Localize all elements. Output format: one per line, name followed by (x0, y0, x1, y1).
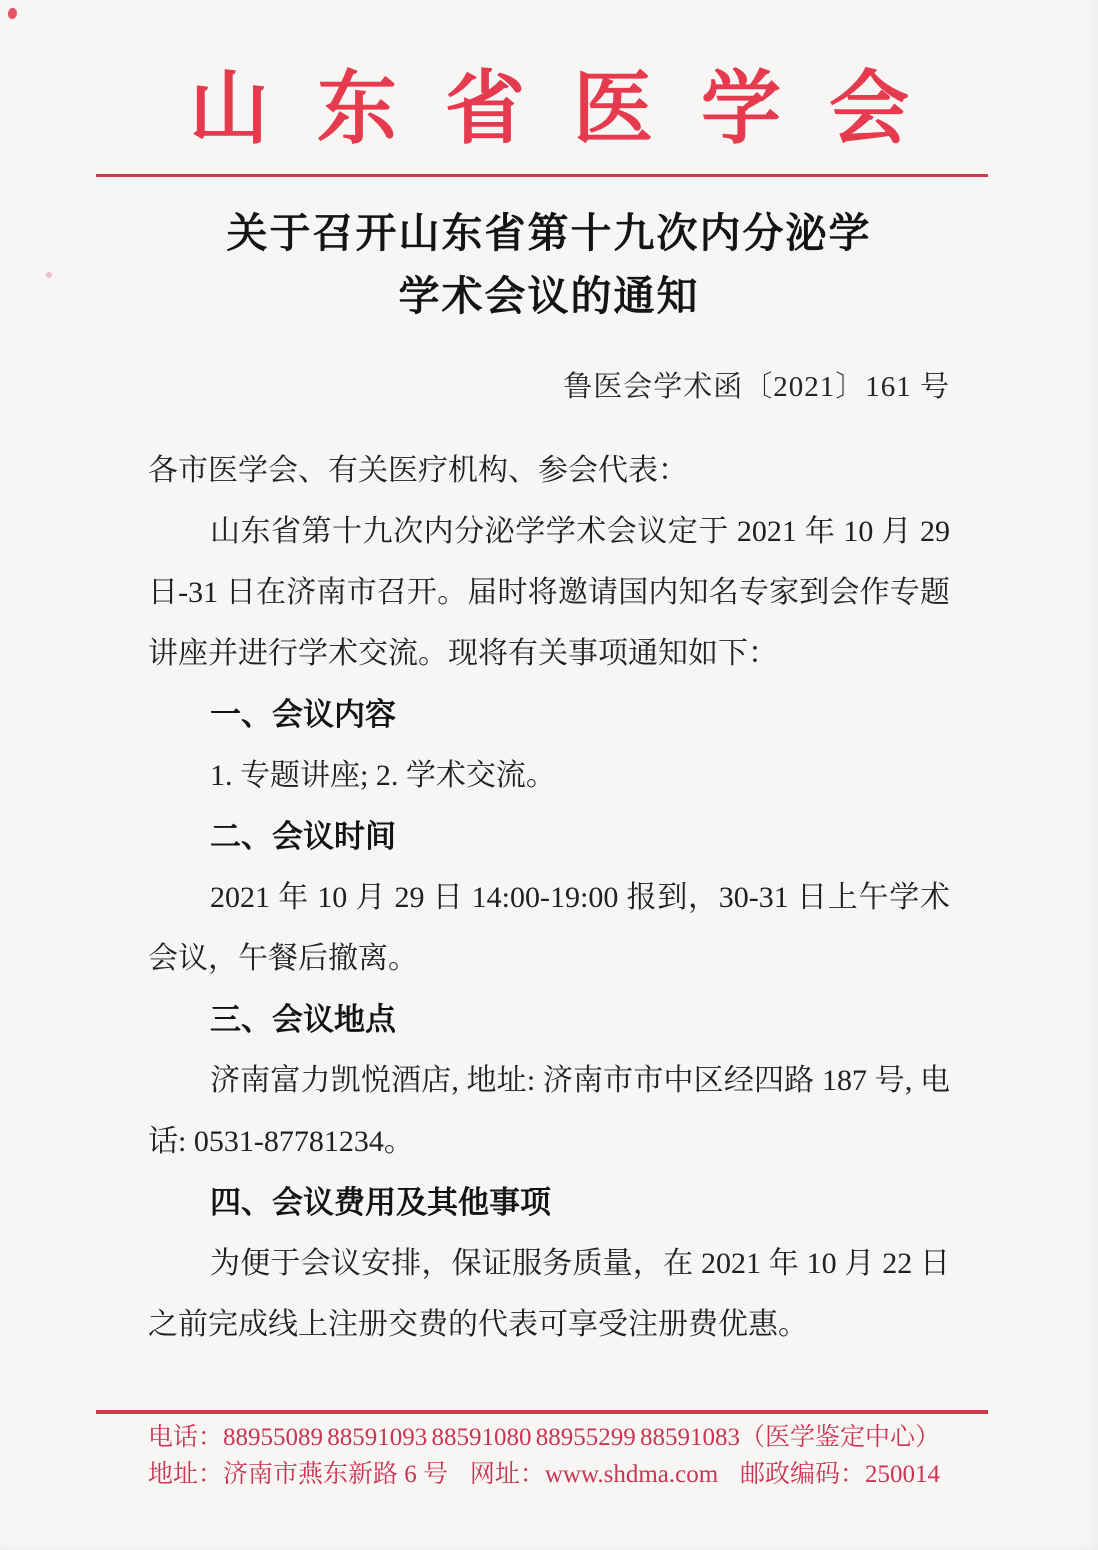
section-body-line: 为便于会议安排，保证服务质量，在 2021 年 10 月 22 日 (210, 1247, 950, 1280)
section-body-line: 2021 年 10 月 29 日 14:00-19:00 报到，30-31 日上午学术 (210, 881, 950, 914)
intro-paragraph-line: 山东省第十九次内分泌学学术会议定于 2021 年 10 月 29 (210, 515, 950, 548)
notice-body (148, 440, 950, 1355)
section-body-line: 话: 0531-87781234。 (148, 1125, 414, 1158)
footer-divider-line (96, 1410, 988, 1414)
section-heading-content: 一、会议内容 (210, 697, 396, 732)
footer-phone-appraisal: 88591083（医学鉴定中心） (639, 1424, 940, 1451)
document-title (0, 202, 1098, 328)
section-body-line: 之前完成线上注册交费的代表可享受注册费优惠。 (148, 1308, 808, 1341)
document-title-line1: 关于召开山东省第十九次内分泌学 (226, 210, 872, 256)
section-body-line: 济南富力凯悦酒店, 地址: 济南市市中区经四路 187 号, 电 (210, 1064, 950, 1097)
footer-website: 网址：www.shdma.com (469, 1461, 719, 1488)
intro-paragraph-line: 讲座并进行学术交流。现将有关事项通知如下： (148, 637, 778, 670)
footer-phones-row (148, 1421, 940, 1455)
section-body-line: 1. 专题讲座; 2. 学术交流。 (210, 759, 556, 792)
section-heading-venue: 三、会议地点 (210, 1002, 396, 1037)
footer-address: 地址：济南市燕东新路 6 号 (148, 1461, 449, 1488)
header-divider-line (96, 174, 988, 177)
section-heading-fees: 四、会议费用及其他事项 (210, 1185, 551, 1220)
intro-paragraph-line: 日-31 日在济南市召开。届时将邀请国内知名专家到会作专题 (148, 576, 950, 609)
organization-title: 山东省医学会 (189, 66, 957, 154)
footer-phone: 88591093 (327, 1424, 428, 1451)
scan-artifact-speck (7, 7, 19, 20)
footer-address-row (148, 1458, 940, 1492)
footer-phone: 电话：88955089 (148, 1424, 324, 1451)
footer-phone: 88591080 (431, 1424, 532, 1451)
footer-phone: 88955299 (535, 1424, 636, 1451)
document-title-line2: 学术会议的通知 (398, 273, 700, 319)
section-body-line: 会议，午餐后撤离。 (148, 942, 418, 975)
section-heading-time: 二、会议时间 (210, 819, 396, 854)
salutation-line: 各市医学会、有关医疗机构、参会代表： (148, 454, 688, 487)
footer-postal-code: 邮政编码：250014 (739, 1461, 940, 1488)
reference-number: 鲁医会学术函〔2021〕161 号 (563, 371, 950, 403)
